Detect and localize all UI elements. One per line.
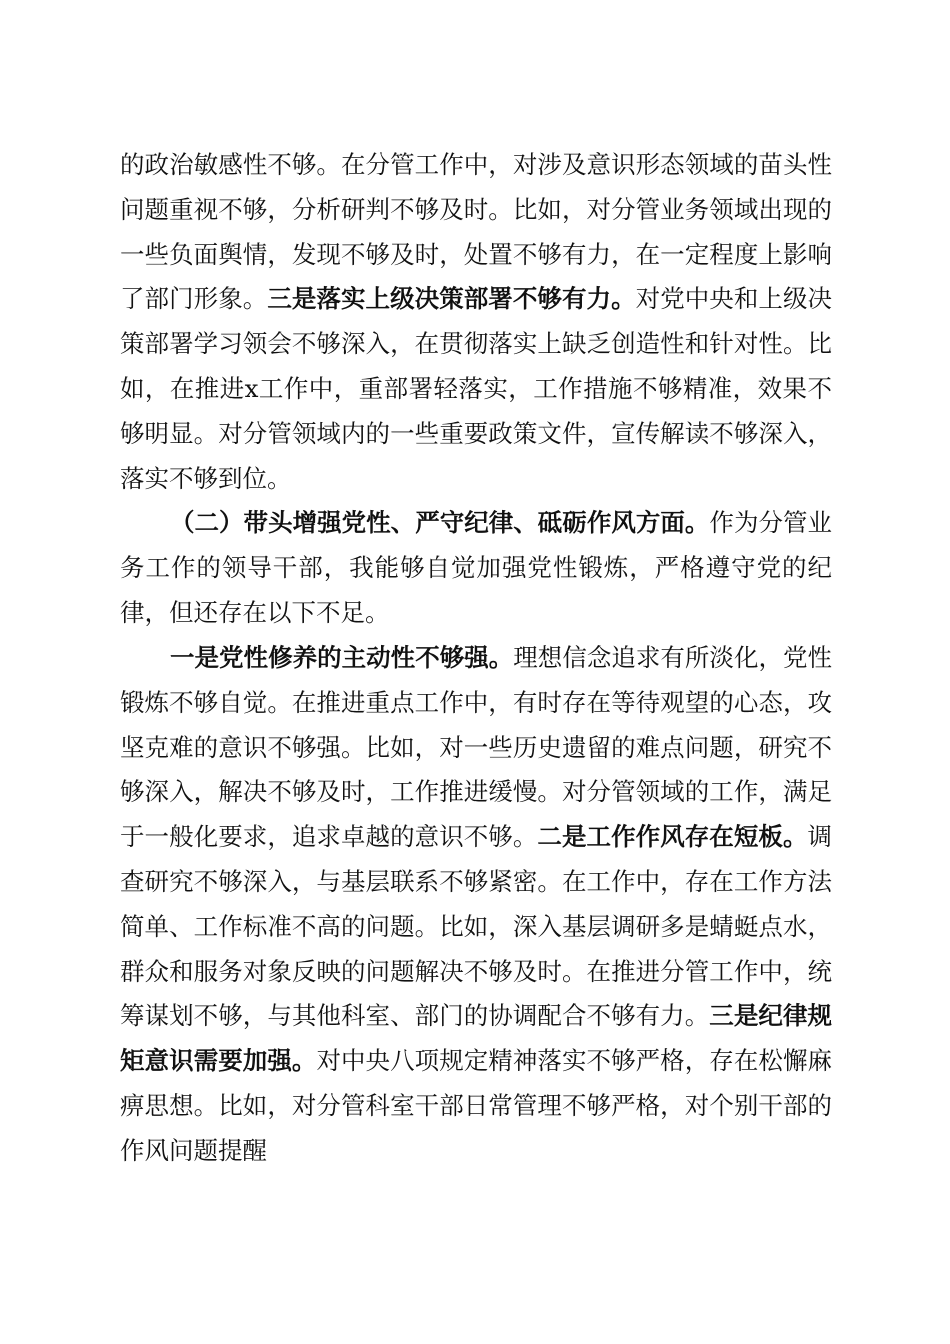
paragraph-continuation — [120, 143, 832, 501]
bold-heading-run: 二是工作作风存在短板。 — [537, 822, 808, 852]
bold-heading-run: 一是党性修养的主动性不够强。 — [170, 643, 514, 672]
text-run: 对党中央和上级决策部署学习领会不够深入，在贯彻落实上缺乏创造性和针对性。比如，在推进x工作中，重部署轻落实，工作措施不够精准，效果不够明显。对分管领域内的一些重要政策文件，宣传解读不够深入，落实不够到位。 — [120, 284, 833, 493]
section-heading: （二）带头增强党性、严守纪律、砥砺作风方面。 — [170, 508, 710, 537]
text-run: 作为分管业务工作的领导干部，我能够自觉加强党性锻炼，严格遵守党的纪律，但还存在以下不足。 — [120, 508, 832, 627]
bold-heading-run: 三是纪律规矩意识需要加强。 — [120, 1001, 833, 1076]
text-run: 调查研究不够深入，与基层联系不够紧密。在工作中，存在工作方法简单、工作标准不高的问题。比如，深入基层调研多是蜻蜓点水，群众和服务对象反映的问题解决不够及时。在推进分管工作中，统筹谋划不够，与其他科室、部门的协调配合不够有力。 — [120, 822, 833, 1031]
bold-heading-run: 三是落实上级决策部署不够有力。 — [267, 284, 636, 314]
text-run: 理想信念追求有所淡化，党性锻炼不够自觉。在推进重点工作中，有时存在等待观望的心态，攻坚克难的意识不够强。比如，对一些历史遗留的难点问题，研究不够深入，解决不够及时，工作推进缓慢。对分管领域的工作，满足于一般化要求，追求卓越的意识不够。 — [120, 643, 833, 852]
text-run: 的政治敏感性不够。在分管工作中，对涉及意识形态领域的苗头性问题重视不够，分析研判不够及时。比如，对分管业务领域出现的一些负面舆情，发现不够及时，处置不够有力，在一定程度上影响了部门形象。 — [120, 150, 832, 314]
paragraph-section-two — [120, 501, 832, 635]
text-run: 对中央八项规定精神落实不够严格，存在松懈麻痹思想。比如，对分管科室干部日常管理不够严格，对个别干部的作风问题提醒 — [120, 1046, 833, 1165]
paragraph-points — [120, 636, 832, 1174]
